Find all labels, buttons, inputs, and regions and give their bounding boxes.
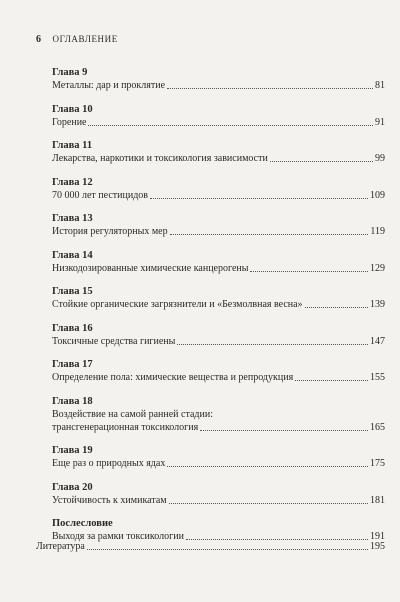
entry-title: Стойкие органические загрязнители и «Безмолвная весна»: [52, 299, 303, 310]
entry-title: трансгенерационная токсикология: [52, 421, 199, 433]
toc-entry[interactable]: [52, 421, 385, 434]
toc-chapter: [52, 139, 385, 165]
chapter-heading: Глава 9: [52, 67, 88, 78]
entry-page: 195: [370, 541, 385, 552]
toc-chapter: [52, 444, 385, 470]
chapter-heading: Глава 13: [52, 213, 93, 224]
toc-chapter: [52, 212, 385, 238]
entry-title: Выходя за рамки токсикологии: [52, 531, 184, 542]
toc-chapter: [52, 395, 385, 434]
entry-page: 191: [370, 531, 385, 542]
entry-page: 147: [370, 335, 385, 347]
table-of-contents: [52, 66, 385, 554]
entry-page: 119: [370, 226, 385, 237]
dot-leader: [170, 234, 369, 235]
entry-title: Литература: [36, 541, 85, 552]
entry-page: 139: [370, 299, 385, 310]
dot-leader: [295, 380, 368, 381]
entry-page: 181: [370, 494, 385, 506]
entry-page: 129: [370, 262, 385, 274]
toc-chapter: [52, 322, 385, 348]
toc-entry[interactable]: [52, 225, 385, 238]
entry-page: 81: [375, 80, 385, 91]
entry-title: Лекарства, наркотики и токсикология зависимости: [52, 153, 268, 164]
toc-entry-literature[interactable]: [36, 540, 385, 553]
dot-leader: [169, 503, 368, 504]
dot-leader: [270, 161, 373, 162]
entry-title-line1[interactable]: Воздействие на самой ранней стадии:: [52, 408, 213, 420]
toc-chapter: [52, 103, 385, 129]
entry-page: 99: [375, 153, 385, 164]
dot-leader: [200, 430, 368, 431]
entry-title: Металлы: дар и проклятие: [52, 80, 166, 91]
toc-chapter: [52, 66, 385, 92]
toc-entry[interactable]: [52, 371, 385, 384]
entry-title: Горение: [52, 116, 87, 128]
entry-page: 175: [370, 458, 385, 469]
toc-chapter: [52, 285, 385, 311]
chapter-heading: Глава 16: [52, 322, 93, 334]
chapter-heading: Глава 20: [52, 481, 93, 493]
toc-entry[interactable]: [52, 262, 385, 275]
entry-title: Определение пола: химические вещества и репродукция: [52, 372, 294, 383]
entry-title: История регуляторных мер: [52, 226, 168, 237]
toc-entry[interactable]: [52, 457, 385, 470]
toc-entry[interactable]: [52, 189, 385, 202]
toc-entry[interactable]: [52, 79, 385, 92]
entry-page: 109: [370, 189, 385, 201]
chapter-heading: Глава 17: [52, 359, 93, 370]
toc-chapter: [52, 249, 385, 275]
dot-leader: [87, 549, 368, 550]
entry-title: Еще раз о природных ядах: [52, 458, 166, 469]
toc-chapter: [52, 176, 385, 202]
entry-page: 155: [370, 372, 385, 383]
toc-entry[interactable]: [52, 298, 385, 311]
toc-chapter: [52, 358, 385, 384]
chapter-heading: Глава 14: [52, 249, 93, 261]
toc-entry[interactable]: [52, 116, 385, 129]
toc-entry[interactable]: [52, 335, 385, 348]
entry-page: 165: [370, 421, 385, 433]
dot-leader: [305, 307, 368, 308]
page-number: 6: [36, 34, 42, 45]
dot-leader: [250, 271, 368, 272]
toc-chapter: [52, 481, 385, 507]
entry-page: 91: [375, 116, 385, 128]
entry-title: 70 000 лет пестицидов: [52, 189, 149, 201]
entry-title: Устойчивость к химикатам: [52, 494, 167, 506]
chapter-heading: Послесловие: [52, 518, 113, 529]
chapter-heading: Глава 12: [52, 176, 93, 188]
chapter-heading: Глава 15: [52, 286, 93, 297]
dot-leader: [167, 466, 368, 467]
entry-title: Токсичные средства гигиены: [52, 335, 176, 347]
dot-leader: [167, 88, 373, 89]
dot-leader: [177, 344, 368, 345]
chapter-heading: Глава 11: [52, 140, 93, 151]
header-title: ОГЛАВЛЕНИЕ: [52, 34, 118, 44]
toc-entry[interactable]: [52, 152, 385, 165]
chapter-heading: Глава 10: [52, 103, 93, 115]
dot-leader: [88, 125, 373, 126]
running-header: [36, 34, 118, 45]
dot-leader: [150, 198, 368, 199]
entry-title: Низкодозированные химические канцерогены: [52, 262, 249, 274]
chapter-heading: Глава 19: [52, 445, 93, 456]
chapter-heading: Глава 18: [52, 395, 93, 407]
toc-entry[interactable]: [52, 494, 385, 507]
